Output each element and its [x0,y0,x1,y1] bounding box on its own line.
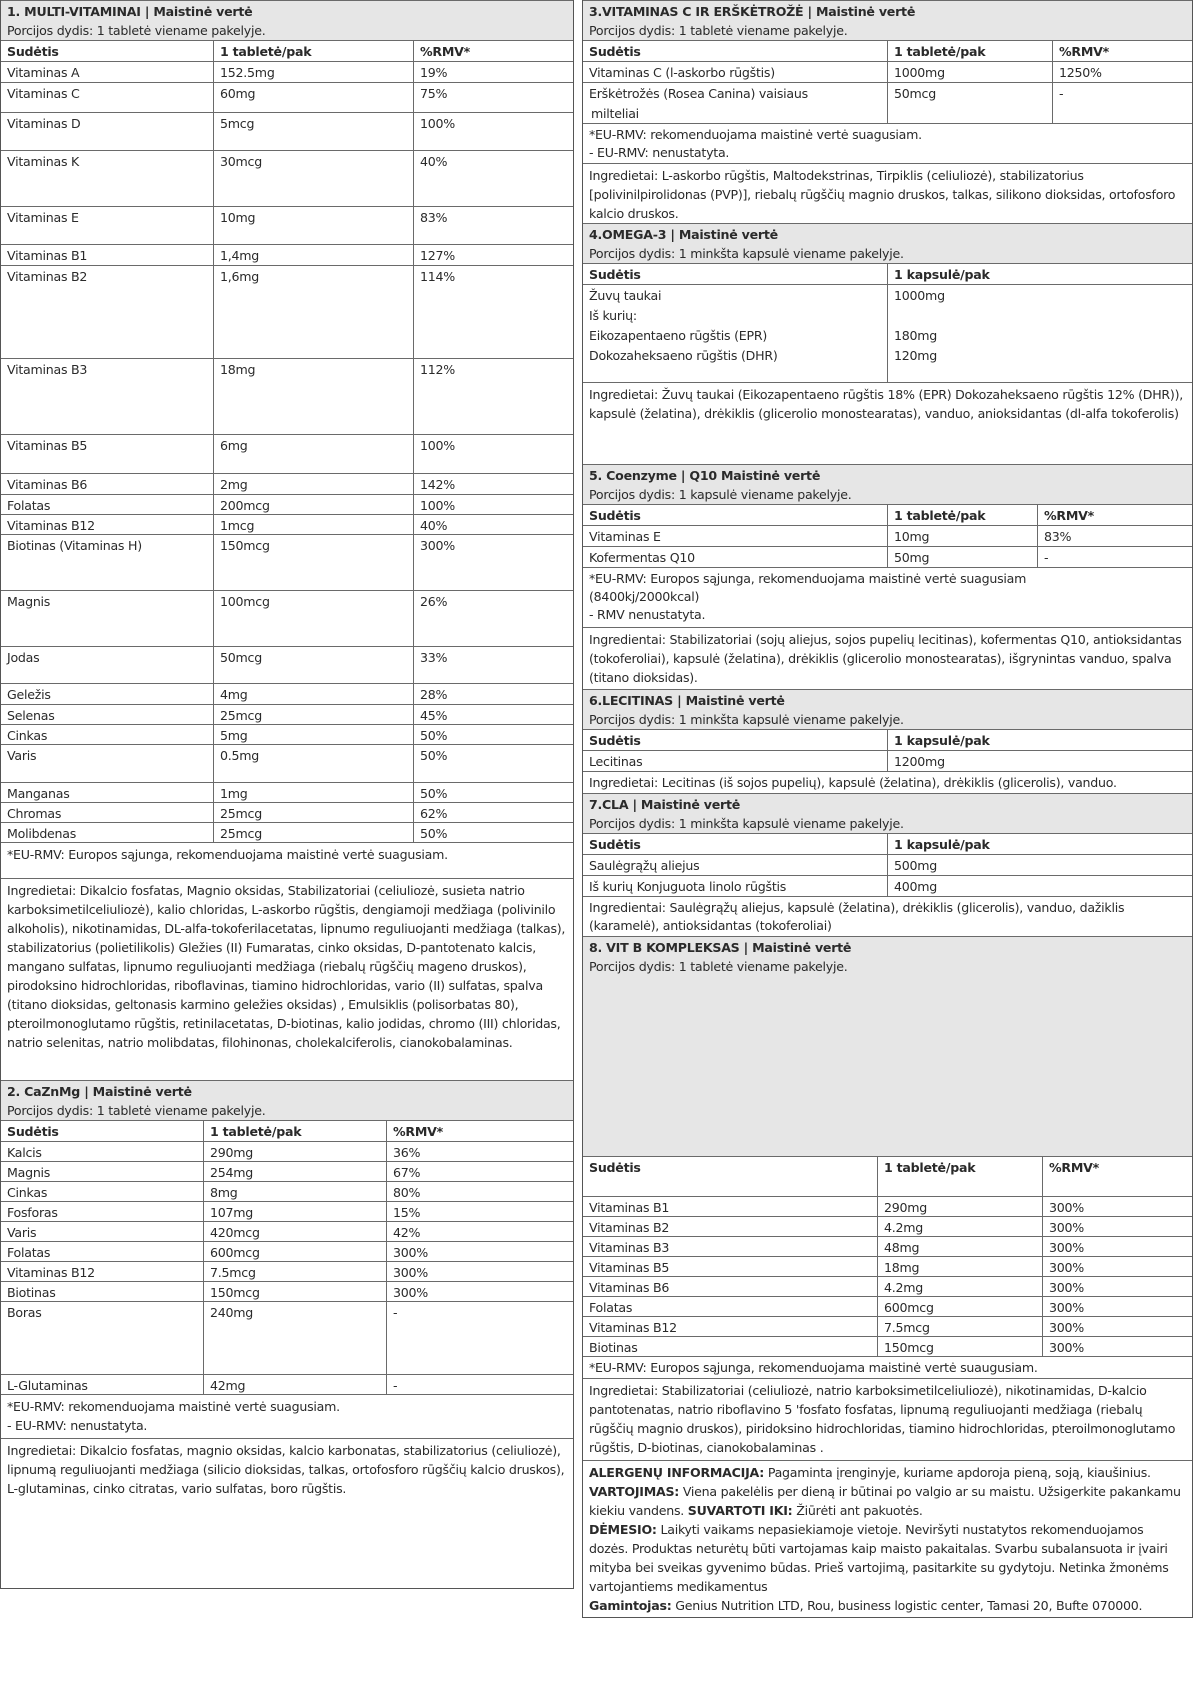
row-rmv-cell: 114% [420,269,456,284]
czm-table-header [1,1121,573,1142]
row-name-cell: Boras [1,1302,204,1374]
coq-notes [583,568,1192,628]
vitb-table-header [583,1157,1192,1197]
table-row [1,435,573,474]
vitc-ingredients: Ingredietai: L-askorbo rūgštis, Maltodekstrinas, Tirpiklis (celiuliozė), stabilizatorius [polivinilpirolidonas (PVP)], riebalų rūgščių magnio druskos, talkas, silikono dioksidas, ortofosforo kalcio druskos. [583,164,1192,224]
row-name-cell: Magnis [1,591,214,646]
vitb-ingredients: Ingredietai: Stabilizatoriai (celiuliozė, natrio karboksimetilceliuliozė), nikotinamidas, D-kalcio pantotenatas, natrio riboflavino 5 'fosfato fosfatas, lipnumą reguliuojanti medžiaga (riebalų rūgščių magnio druskos), piridoksino hidrochloridas, tiamino hidrochloridas, pteroilmonoglutamo rūgštis, D-biotinas, cianokobalaminas . [583,1379,1192,1461]
row-amount-cell: 18mg [878,1257,1043,1276]
cla-table-header [583,834,1192,855]
row-amount-cell: 4mg [214,684,414,704]
lec-title: 6.LECITINAS | Maistinė vertė [589,693,785,708]
row-rmv-cell: 36% [393,1145,421,1160]
row-rmv-cell: 300% [420,538,456,553]
row-rmv-cell: 300% [1049,1240,1085,1255]
row-amount-cell: 30mcg [214,151,414,206]
row-amount-cell: 60mg [214,83,414,112]
vitc-row-1-rmv: 1250% [1059,65,1102,80]
col-header-amount: 1 kapsulė/pak [894,267,990,282]
row-amount-cell: 420mcg [204,1222,387,1241]
omega-header [583,224,1192,264]
vitb-note: *EU-RMV: Europos sąjunga, rekomenduojama maistinė vertė suaugusiam. [583,1357,1192,1379]
col-header-composition: Sudėtis [583,1157,878,1196]
table-row [583,62,1192,83]
vitc-row-2-rmv: - [1059,86,1064,101]
row-amount-cell: 290mg [878,1197,1043,1216]
row-rmv-cell: 100% [420,438,456,453]
row-rmv-cell: 26% [420,594,448,609]
row-name-cell: Selenas [1,705,214,724]
vitb-title: 8. VIT B KOMPLEKSAS | Maistinė vertė [589,940,852,955]
usage-text: Viena pakelėlis per dieną ir būtinai po valgio ar su maistu. Užsigerkite pakankamu kiekiu vandens. [589,1484,1181,1518]
multi-title: 1. MULTI-VITAMINAI | Maistinė vertė [7,4,253,19]
table-row [1,1302,573,1375]
table-row [1,803,573,823]
row-rmv-cell: 300% [1049,1300,1085,1315]
table-row [1,1375,573,1395]
omega-title: 4.OMEGA-3 | Maistinė vertė [589,227,778,242]
table-row [1,1262,573,1282]
row-rmv-cell: 83% [420,210,448,225]
row-name-cell: Cinkas [1,1182,204,1201]
table-row [583,1237,1192,1257]
row-rmv-cell: 50% [420,826,448,841]
row-rmv-cell: 300% [393,1245,429,1260]
row-amount-cell: 50mcg [214,647,414,683]
col-header-composition: Sudėtis [583,730,888,750]
row-amount-cell: 25mcg [214,823,414,842]
row-rmv-cell: 300% [393,1265,429,1280]
table-row [583,1297,1192,1317]
cla-row-2-name: Iš kurių Konjuguota linolo rūgštis [583,876,888,896]
omega-line-2-amount [894,306,1188,326]
row-name-cell: Geležis [1,684,214,704]
row-name-cell: Biotinas [583,1337,878,1356]
table-row [1,705,573,725]
vitc-row-2-amount: 50mcg [888,83,1053,123]
multi-header [1,0,573,41]
cla-row-1-name: Saulėgrąžų aliejus [583,855,888,875]
row-rmv-cell: - [393,1378,398,1393]
row-rmv-cell: 300% [1049,1200,1085,1215]
row-name-cell: L-Glutaminas [1,1375,204,1394]
row-name-cell: Vitaminas B1 [583,1197,878,1216]
vitc-table-header [583,41,1192,62]
table-row [583,1197,1192,1217]
czm-note-2: - EU-RMV: nenustatyta. [7,1418,148,1433]
row-rmv-cell: 33% [420,650,448,665]
multi-ingredients: Ingredietai: Dikalcio fosfatas, Magnio oksidas, Stabilizatoriai (celiuliozė, susieta natrio karboksimetilceliuliozė), kalio chloridas, L-askorbo rūgštis, dengiamoji medžiaga (polivinilo alkoholis), nikotinamidas, DL-alfa-tokoferilacetatas, lipnumo reguliuojanti medžiaga (talkas), stabilizatorius (polietilikolis) Gležies (II) Fumaratas, cinko oksidas, D-pantotenato kalcis, mangano sulfatas, lipnumo reguliuojanti medžiaga (riebalų rūgščių mageno druskos), pirodoksino hidrochloridas, riboflavinas, tiamino hidrochloridas, vario (II) sulfatas, spalva (titano dioksidas, geltonasis karmino geležies oksidas) , Emulsiklis (polisorbatas 80), pteroilmonoglutamo rūgštis, retinilacetatas, D-biotinas, kalio jodidas, chromo (III) chloridas, natrio selenitas, natrio molibdatas, filohinonas, cholekalciferolis, cianokobalaminas. [1,879,573,1081]
vitc-row-2-name-line2: milteliai [591,106,639,121]
row-amount-cell: 7.5mcg [204,1262,387,1281]
table-row [583,855,1192,876]
table-row [1,823,573,843]
row-amount-cell: 7.5mcg [878,1317,1043,1336]
row-rmv-cell: 50% [420,748,448,763]
col-header-composition: Sudėtis [583,505,888,525]
table-row [583,876,1192,897]
lec-serving: Porcijos dydis: 1 minkšta kapsulė viename pakelyje. [589,712,904,727]
row-name-cell: Kalcis [1,1142,204,1161]
row-name-cell: Varis [1,745,214,782]
row-rmv-cell: 300% [393,1285,429,1300]
table-row [1,515,573,535]
vitc-serving: Porcijos dydis: 1 tabletė viename pakelyje. [589,23,848,38]
vitb-table-body [583,1197,1192,1357]
table-row [1,745,573,783]
row-amount-cell: 42mg [204,1375,387,1394]
row-amount-cell: 2mg [214,474,414,494]
row-amount-cell: 48mg [878,1237,1043,1256]
row-name-cell: Jodas [1,647,214,683]
coq-title: 5. Coenzyme | Q10 Maistinė vertė [589,468,821,483]
col-header-rmv: %RMV* [1059,44,1109,59]
coq-row-2-rmv: - [1044,550,1049,565]
col-header-amount: 1 tabletė/pak [888,41,1053,61]
vitc-notes [583,124,1192,164]
attention-info [589,1520,1186,1596]
row-name-cell: Vitaminas B6 [1,474,214,494]
vitb-header [583,937,1192,1157]
coq-serving: Porcijos dydis: 1 kapsulė viename pakelyje. [589,487,852,502]
omega-line-1-amount: 1000mg [894,288,945,303]
row-amount-cell: 1,6mg [214,266,414,358]
row-amount-cell: 200mcg [214,495,414,514]
attention-label: DĖMESIO: [589,1522,657,1537]
row-amount-cell: 152.5mg [214,62,414,82]
row-amount-cell: 1mcg [214,515,414,534]
allergen-info [589,1463,1186,1482]
omega-table-header [583,264,1192,285]
row-amount-cell: 290mg [204,1142,387,1161]
row-name-cell: Vitaminas B6 [583,1277,878,1296]
table-row [1,783,573,803]
omega-line-4-amount: 120mg [894,348,938,363]
table-row [1,1202,573,1222]
table-row [1,725,573,745]
col-header-composition: Sudėtis [1,1121,204,1141]
table-row [1,113,573,151]
row-name-cell: Folatas [1,1242,204,1261]
row-name-cell: Magnis [1,1162,204,1181]
row-amount-cell: 10mg [214,207,414,244]
coq-note-3: - RMV nenustatyta. [589,607,706,622]
allergen-text: Pagaminta įrenginyje, kuriame apdoroja pieną, soją, kiaušinius. [764,1465,1151,1480]
row-rmv-cell: - [393,1305,398,1320]
table-row [1,266,573,359]
table-row [583,526,1192,547]
left-column [0,0,574,1589]
row-amount-cell: 4.2mg [878,1217,1043,1236]
manufacturer-label: Gamintojas: [589,1598,672,1613]
row-name-cell: Chromas [1,803,214,822]
table-row [1,647,573,684]
table-row [1,83,573,113]
best-before-label: SUVARTOTI IKI: [687,1503,793,1518]
lec-row-1-name: Lecitinas [583,751,888,771]
row-amount-cell: 5mcg [214,113,414,150]
best-before-text: Žiūrėti ant pakuotės. [792,1503,923,1518]
multi-table-header [1,41,573,62]
vitb-serving: Porcijos dydis: 1 tabletė viename pakelyje. [589,959,848,974]
vitc-title: 3.VITAMINAS C IR ERŠKĖTROŽĖ | Maistinė vertė [589,4,916,19]
omega-amounts [888,285,1192,382]
table-row [1,495,573,515]
table-row [1,474,573,495]
row-amount-cell: 240mg [204,1302,387,1374]
col-header-amount: 1 tabletė/pak [214,41,414,61]
table-row [583,1277,1192,1297]
row-amount-cell: 18mg [214,359,414,434]
col-header-composition: Sudėtis [583,41,888,61]
row-amount-cell: 0.5mg [214,745,414,782]
row-amount-cell: 150mcg [204,1282,387,1301]
omega-line-3-name: Eikozapentaeno rūgštis (EPR) [589,328,767,343]
row-name-cell: Biotinas (Vitaminas H) [1,535,214,590]
row-amount-cell: 6mg [214,435,414,473]
row-rmv-cell: 15% [393,1205,421,1220]
table-row [1,591,573,647]
czm-ingredients: Ingredietai: Dikalcio fosfatas, magnio oksidas, kalcio karbonatas, stabilizatorius (celiuliozė), lipnumą reguliuojanti medžiaga (silicio dioksidas, talkas, ortofosforo rūgščių kalcio druskos), L-glutaminas, cinko citratas, vario sulfatas, boro rūgštis. [1,1439,573,1589]
row-rmv-cell: 127% [420,248,456,263]
lec-table-header [583,730,1192,751]
coq-row-1-rmv: 83% [1044,529,1072,544]
row-amount-cell: 100mcg [214,591,414,646]
product-info [583,1461,1192,1618]
coq-row-2-amount: 50mg [888,547,1038,567]
table-row [583,1217,1192,1237]
table-row [1,1282,573,1302]
row-rmv-cell: 300% [1049,1260,1085,1275]
cla-header [583,794,1192,834]
row-amount-cell: 254mg [204,1162,387,1181]
omega-line-1-name: Žuvų taukai [589,288,662,303]
row-name-cell: Biotinas [1,1282,204,1301]
row-rmv-cell: 50% [420,786,448,801]
row-name-cell: Vitaminas B2 [1,266,214,358]
col-header-amount: 1 kapsulė/pak [894,733,990,748]
row-rmv-cell: 80% [393,1185,421,1200]
col-header-amount: 1 tabletė/pak [878,1157,1043,1196]
coq-row-2-name: Kofermentas Q10 [583,547,888,567]
row-rmv-cell: 45% [420,708,448,723]
row-amount-cell: 1mg [214,783,414,802]
vitc-row-2-name [583,83,888,123]
row-name-cell: Vitaminas B1 [1,245,214,265]
czm-serving: Porcijos dydis: 1 tabletė viename pakelyje. [7,1103,266,1118]
table-row [1,62,573,83]
col-header-amount: 1 tabletė/pak [204,1121,387,1141]
cla-title: 7.CLA | Maistinė vertė [589,797,741,812]
omega-line-3-amount: 180mg [894,328,938,343]
col-header-rmv: %RMV* [1049,1160,1099,1175]
cla-row-1-amount: 500mg [894,858,938,873]
coq-header [583,465,1192,505]
row-amount-cell: 25mcg [214,803,414,822]
row-name-cell: Vitaminas B12 [1,1262,204,1281]
row-name-cell: Vitaminas B12 [583,1317,878,1336]
col-header-amount: 1 kapsulė/pak [894,837,990,852]
vitc-row-2-name-line1: Erškėtrožės (Rosea Canina) vaisiaus [589,86,808,101]
table-row [583,1337,1192,1357]
row-rmv-cell: 100% [420,498,456,513]
row-name-cell: Fosforas [1,1202,204,1221]
coq-note-2: (8400kj/2000kcal) [589,589,700,604]
table-row [583,547,1192,568]
manufacturer-info [589,1596,1186,1615]
omega-serving: Porcijos dydis: 1 minkšta kapsulė viename pakelyje. [589,246,904,261]
row-rmv-cell: 300% [1049,1280,1085,1295]
col-header-composition: Sudėtis [583,264,888,284]
omega-names [583,285,888,382]
row-amount-cell: 150mcg [214,535,414,590]
lec-row-1-amount: 1200mg [894,754,945,769]
czm-notes [1,1395,573,1439]
row-name-cell: Vitaminas B12 [1,515,214,534]
row-name-cell: Vitaminas B3 [1,359,214,434]
row-rmv-cell: 300% [1049,1320,1085,1335]
row-rmv-cell: 62% [420,806,448,821]
czm-table-body [1,1142,573,1395]
row-amount-cell: 25mcg [214,705,414,724]
row-name-cell: Vitaminas B3 [583,1237,878,1256]
czm-title: 2. CaZnMg | Maistinė vertė [7,1084,192,1099]
omega-ingredients: Ingredietai: Žuvų taukai (Eikozapentaeno rūgštis 18% (EPR) Dokozaheksaeno rūgštis 12% (DHR)), kapsulė (želatina), drėkiklis (glicerolio monostearatas), vanduo, anioksidantas (dl-alfa tokoferolis) [583,383,1192,465]
row-rmv-cell: 75% [420,86,448,101]
usage-label: VARTOJIMAS: [589,1484,680,1499]
table-row [1,535,573,591]
table-row [583,751,1192,772]
row-name-cell: Vitaminas K [1,151,214,206]
table-row [1,1162,573,1182]
cla-row-2-amount: 400mg [894,879,938,894]
coq-row-1-name: Vitaminas E [583,526,888,546]
row-rmv-cell: 67% [393,1165,421,1180]
coq-note-1: *EU-RMV: Europos sąjunga, rekomenduojama maistinė vertė suagusiam [589,571,1027,586]
row-amount-cell: 4.2mg [878,1277,1043,1296]
table-row [1,359,573,435]
col-header-rmv: %RMV* [1044,508,1094,523]
row-name-cell: Cinkas [1,725,214,744]
table-row [1,1182,573,1202]
czm-header [1,1081,573,1121]
table-row [583,1257,1192,1277]
table-row [1,1242,573,1262]
multi-table-body [1,62,573,843]
col-header-composition: Sudėtis [583,834,888,854]
vitc-note-1: *EU-RMV: rekomenduojama maistinė vertė suagusiam. [589,127,922,142]
coq-table-header [583,505,1192,526]
czm-note-1: *EU-RMV: rekomenduojama maistinė vertė suagusiam. [7,1399,340,1414]
table-row [1,245,573,266]
row-name-cell: Vitaminas B5 [1,435,214,473]
row-amount-cell: 1,4mg [214,245,414,265]
row-name-cell: Folatas [1,495,214,514]
row-name-cell: Vitaminas C [1,83,214,112]
omega-line-4-name: Dokozaheksaeno rūgštis (DHR) [589,348,778,363]
col-header-amount: 1 tabletė/pak [888,505,1038,525]
row-name-cell: Molibdenas [1,823,214,842]
col-header-rmv: %RMV* [393,1124,443,1139]
coq-ingredients: Ingredientai: Stabilizatoriai (sojų aliejus, sojos pupelių lecitinas), kofermentas Q10, antioksidantas (tokoferoliai), kapsulė (želatina), drėkiklis (glicerolio monostearatas), išgrynintas vanduo, spalva (titano dioksidas). [583,628,1192,690]
allergen-label: ALERGENŲ INFORMACIJA: [589,1465,765,1480]
table-row [1,684,573,705]
row-rmv-cell: 50% [420,728,448,743]
row-amount-cell: 8mg [204,1182,387,1201]
row-rmv-cell: 300% [1049,1220,1085,1235]
vitc-note-2: - EU-RMV: nenustatyta. [589,145,730,160]
row-name-cell: Manganas [1,783,214,802]
table-row [1,151,573,207]
attention-text: Laikyti vaikams nepasiekiamoje vietoje. Neviršyti nustatytos rekomenduojamos dozės. Produktas neturėtų būti vartojamas kaip maisto pakaitalas. Svarbu subalansuota ir įvairi mityba bei sveikas gyvenimo būdas. Prieš vartojimą, pasitarkite su gydytoju. Netinka žmonėms vartojantiems medikamentus [589,1522,1169,1594]
row-name-cell: Vitaminas E [1,207,214,244]
table-row [583,1317,1192,1337]
row-rmv-cell: 100% [420,116,456,131]
row-name-cell: Folatas [583,1297,878,1316]
row-amount-cell: 5mg [214,725,414,744]
row-rmv-cell: 142% [420,477,456,492]
vitc-header [583,0,1192,41]
multi-serving: Porcijos dydis: 1 tabletė viename pakelyje. [7,23,266,38]
row-rmv-cell: 112% [420,362,456,377]
manufacturer-text: Genius Nutrition LTD, Rou, business logistic center, Tamasi 20, Bufte 070000. [671,1598,1143,1613]
lec-ingredients: Ingredietai: Lecitinas (iš sojos pupelių), kapsulė (želatina), drėkiklis (glicerolis), vanduo. [583,772,1192,794]
table-row [1,1142,573,1162]
usage-info [589,1482,1186,1520]
row-rmv-cell: 42% [393,1225,421,1240]
row-name-cell: Vitaminas B2 [583,1217,878,1236]
row-amount-cell: 150mcg [878,1337,1043,1356]
row-rmv-cell: 28% [420,687,448,702]
row-amount-cell: 107mg [204,1202,387,1221]
row-rmv-cell: 300% [1049,1340,1085,1355]
cla-ingredients: Ingredientai: Saulėgrąžų aliejus, kapsulė (želatina), drėkiklis (glicerolis), vanduo, dažiklis (karamelė), antioksidantas (tokoferoliai) [583,897,1192,937]
cla-serving: Porcijos dydis: 1 minkšta kapsulė viename pakelyje. [589,816,904,831]
omega-line-2-name: Iš kurių: [589,308,637,323]
vitc-row-1-name: Vitaminas C (l-askorbo rūgštis) [583,62,888,82]
vitc-row-1-amount: 1000mg [888,62,1053,82]
row-rmv-cell: 40% [420,518,448,533]
row-amount-cell: 600mcg [878,1297,1043,1316]
col-header-composition: Sudėtis [1,41,214,61]
table-row [583,83,1192,124]
row-rmv-cell: 19% [420,65,448,80]
row-name-cell: Vitaminas D [1,113,214,150]
coq-row-1-amount: 10mg [888,526,1038,546]
col-header-rmv: %RMV* [420,44,470,59]
row-name-cell: Vitaminas A [1,62,214,82]
right-column [582,0,1193,1618]
row-name-cell: Vitaminas B5 [583,1257,878,1276]
lec-header [583,690,1192,730]
table-row [1,207,573,245]
row-amount-cell: 600mcg [204,1242,387,1261]
row-rmv-cell: 40% [420,154,448,169]
omega-table-body [583,285,1192,383]
table-row [1,1222,573,1242]
row-name-cell: Varis [1,1222,204,1241]
multi-note: *EU-RMV: Europos sąjunga, rekomenduojama maistinė vertė suagusiam. [1,843,573,879]
